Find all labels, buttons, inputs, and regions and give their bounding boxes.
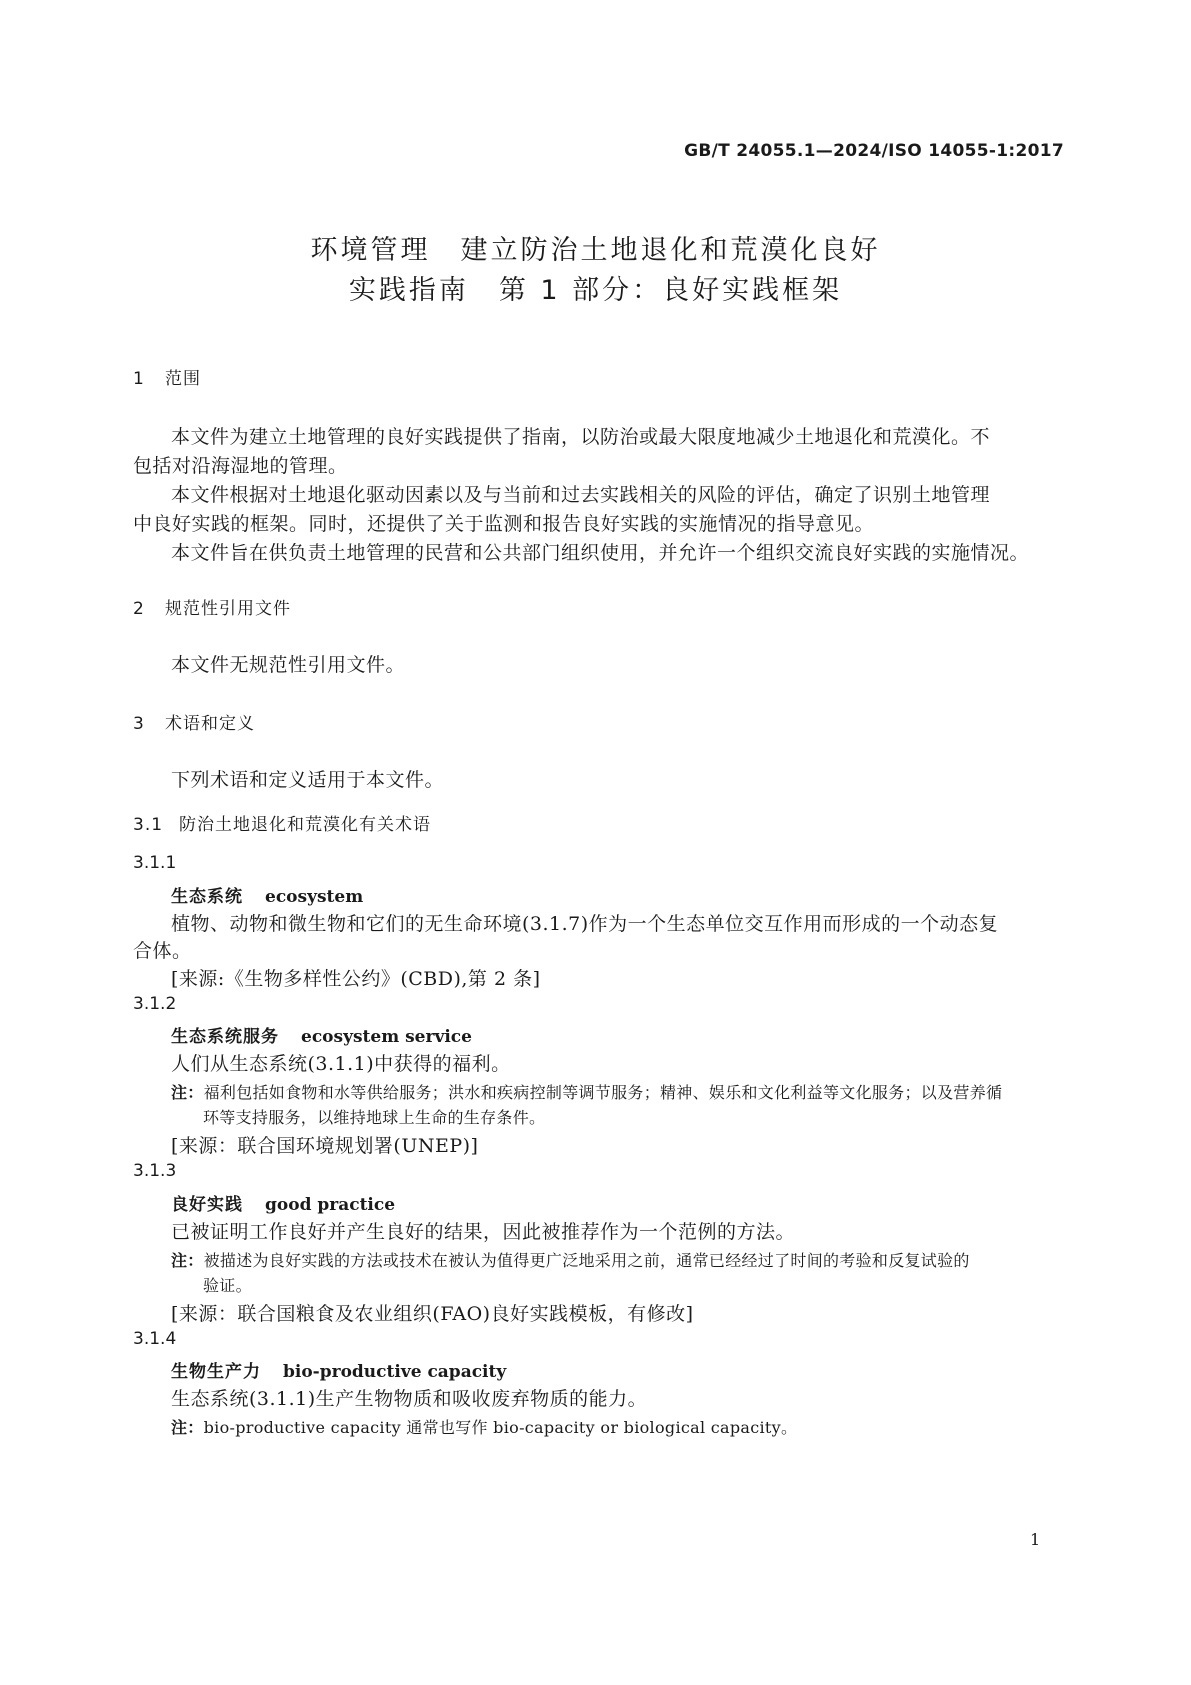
term-source: [来源:《生物多样性公约》(CBD),第 2 条]	[171, 968, 541, 990]
section-number: 2	[133, 599, 145, 619]
term-definition: 生态系统(3.1.1)生产生物物质和吸收废弃物质的能力。	[171, 1388, 648, 1410]
term-number: 3.1.4	[133, 1329, 177, 1349]
term-note-continuation: 验证。	[203, 1276, 252, 1295]
term-entry	[171, 1357, 506, 1382]
note-text: 被描述为良好实践的方法或技术在被认为值得更广泛地采用之前，通常已经经过了时间的考验和反复试验的	[203, 1251, 970, 1270]
paragraph: 下列术语和定义适用于本文件。	[171, 769, 445, 791]
paragraph: 本文件旨在供负责土地管理的民营和公共部门组织使用，并允许一个组织交流良好实践的实施情况。	[171, 542, 1030, 564]
subsection-title: 防治土地退化和荒漠化有关术语	[179, 815, 431, 835]
section-title: 规范性引用文件	[165, 599, 291, 619]
paragraph: 本文件无规范性引用文件。	[171, 654, 406, 676]
term-note-continuation: 环等支持服务，以维持地球上生命的生存条件。	[203, 1108, 546, 1127]
subsection-heading	[133, 810, 431, 835]
term-number: 3.1.3	[133, 1161, 177, 1181]
section-number: 3	[133, 714, 145, 734]
term-en: good practice	[265, 1195, 396, 1215]
term-entry	[171, 882, 363, 907]
document-title-line-1: 环境管理 建立防治土地退化和荒漠化良好	[310, 235, 881, 266]
paragraph: 本文件根据对土地退化驱动因素以及与当前和过去实践相关的风险的评估，确定了识别土地管理	[171, 484, 991, 506]
section-heading-terms	[133, 709, 255, 734]
section-heading-normative-references	[133, 594, 291, 619]
term-entry	[171, 1190, 395, 1215]
term-note	[171, 1248, 970, 1271]
note-text: 福利包括如食物和水等供给服务；洪水和疾病控制等调节服务；精神、娱乐和文化利益等文化服务；以及营养循	[203, 1083, 1003, 1102]
document-title-line-2: 实践指南 第 1 部分：良好实践框架	[348, 275, 843, 306]
note-text: bio-productive capacity 通常也写作 bio-capacity or biological capacity。	[203, 1418, 798, 1437]
term-zh: 生态系统服务	[171, 1027, 279, 1047]
term-definition-continuation: 合体。	[133, 940, 192, 962]
term-source: [来源：联合国环境规划署(UNEP)]	[171, 1135, 479, 1157]
term-en: ecosystem service	[301, 1027, 472, 1047]
paragraph-continuation: 中良好实践的框架。同时，还提供了关于监测和报告良好实践的实施情况的指导意见。	[133, 513, 875, 535]
standard-code: GB/T 24055.1—2024/ISO 14055-1:2017	[684, 141, 1064, 161]
term-zh: 生物生产力	[171, 1362, 261, 1382]
note-label: 注：	[171, 1251, 204, 1270]
paragraph: 本文件为建立土地管理的良好实践提供了指南，以防治或最大限度地减少土地退化和荒漠化。不	[171, 426, 991, 448]
term-note	[171, 1415, 797, 1438]
term-zh: 生态系统	[171, 887, 243, 907]
page-number: 1	[1030, 1530, 1041, 1549]
term-definition: 人们从生态系统(3.1.1)中获得的福利。	[171, 1053, 511, 1075]
term-source: [来源：联合国粮食及农业组织(FAO)良好实践模板，有修改]	[171, 1303, 694, 1325]
note-label: 注：	[171, 1083, 204, 1102]
section-number: 1	[133, 369, 145, 389]
term-definition: 植物、动物和微生物和它们的无生命环境(3.1.7)作为一个生态单位交互作用而形成的一个动态复	[171, 913, 999, 935]
section-heading-scope	[133, 364, 201, 389]
subsection-number: 3.1	[133, 815, 164, 835]
term-zh: 良好实践	[171, 1195, 243, 1215]
section-title: 术语和定义	[165, 714, 255, 734]
term-en: bio-productive capacity	[283, 1362, 507, 1382]
term-number: 3.1.1	[133, 853, 177, 873]
term-number: 3.1.2	[133, 994, 177, 1014]
term-note	[171, 1080, 1002, 1103]
term-en: ecosystem	[265, 887, 364, 907]
note-label: 注：	[171, 1418, 204, 1437]
term-definition: 已被证明工作良好并产生良好的结果，因此被推荐作为一个范例的方法。	[171, 1221, 796, 1243]
paragraph-continuation: 包括对沿海湿地的管理。	[133, 455, 348, 477]
section-title: 范围	[165, 369, 201, 389]
term-entry	[171, 1022, 472, 1047]
